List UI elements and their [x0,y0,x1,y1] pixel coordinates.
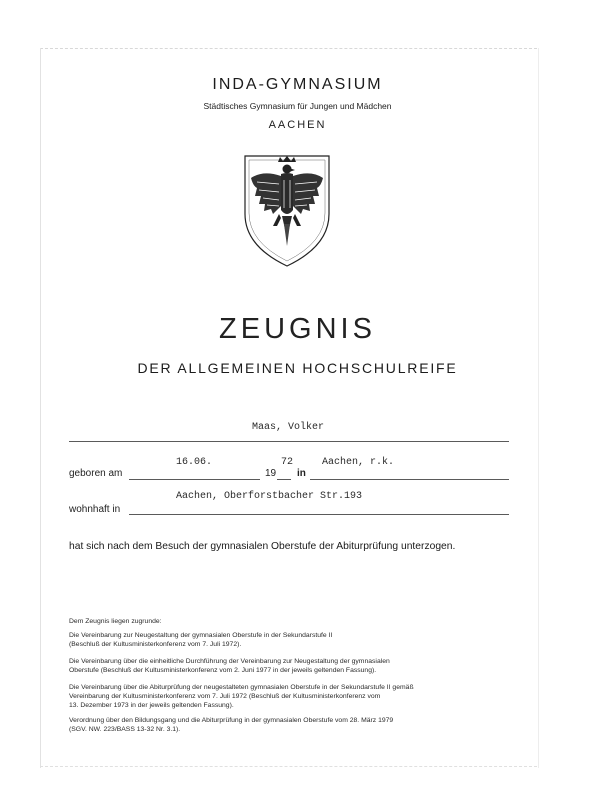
school-city: AACHEN [268,119,327,131]
school-subtitle: Städtisches Gymnasium für Jungen und Mädchen [203,101,392,111]
exam-statement: hat sich nach dem Besuch der gymnasialen Oberstufe der Abiturprüfung unterzogen. [69,541,456,552]
birth-place-line [310,479,509,480]
legal-item: Die Vereinbarung zur Neugestaltung der gymnasialen Oberstufe in der Sekundarstufe II (Beschluß der Kultusministerkonferenz vom 7. Juli 1972). [69,632,333,648]
student-address: Aachen, Oberforstbacher Str.193 [176,491,363,502]
document-title: ZEUGNIS [219,313,376,345]
school-name: INDA-GYMNASIUM [212,76,383,93]
name-line [69,441,509,442]
birth-day-month: 16.06. [176,457,213,468]
residing-label: wohnhaft in [69,504,121,515]
document-subtitle: DER ALLGEMEINEN HOCHSCHULREIFE [137,360,458,376]
birth-year: 72 [281,457,294,468]
legal-intro: Dem Zeugnis liegen zugrunde: [69,618,162,625]
page-bottom-border [40,766,537,767]
legal-item: Die Vereinbarung über die Abiturprüfung der neugestalteten gymnasialen Oberstufe in der Sekundarstufe II gemäß Vereinbarung der Kultusministerkonferenz vom 7. Juli 1972 (Beschluß der Kultusministerkonferenz vom 13. Dezember 1973 in der jeweils geltenden Fassung). [69,684,414,709]
birth-year-line [277,479,291,480]
address-line [129,514,509,515]
century-label: 19 [265,468,277,479]
birth-place: Aachen, r.k. [322,457,395,468]
birth-date-line [129,479,260,480]
eagle-crest-icon [243,154,331,268]
legal-item: Verordnung über den Bildungsgang und die Abiturprüfung in der gymnasialen Oberstufe vom 28. März 1979 (SGV. NW. 223/BASS 13-32 Nr. 3.1). [69,717,394,733]
legal-item: Die Vereinbarung über die einheitliche Durchführung der Vereinbarung zur Neugestaltung der gymnasialen Oberstufe (Beschluß der Kultusministerkonferenz vom 2. Juni 1977 in der jeweils geltenden Fassung). [69,658,390,674]
student-name: Maas, Volker [252,422,325,433]
born-on-label: geboren am [69,468,123,479]
in-label: in [297,468,306,479]
